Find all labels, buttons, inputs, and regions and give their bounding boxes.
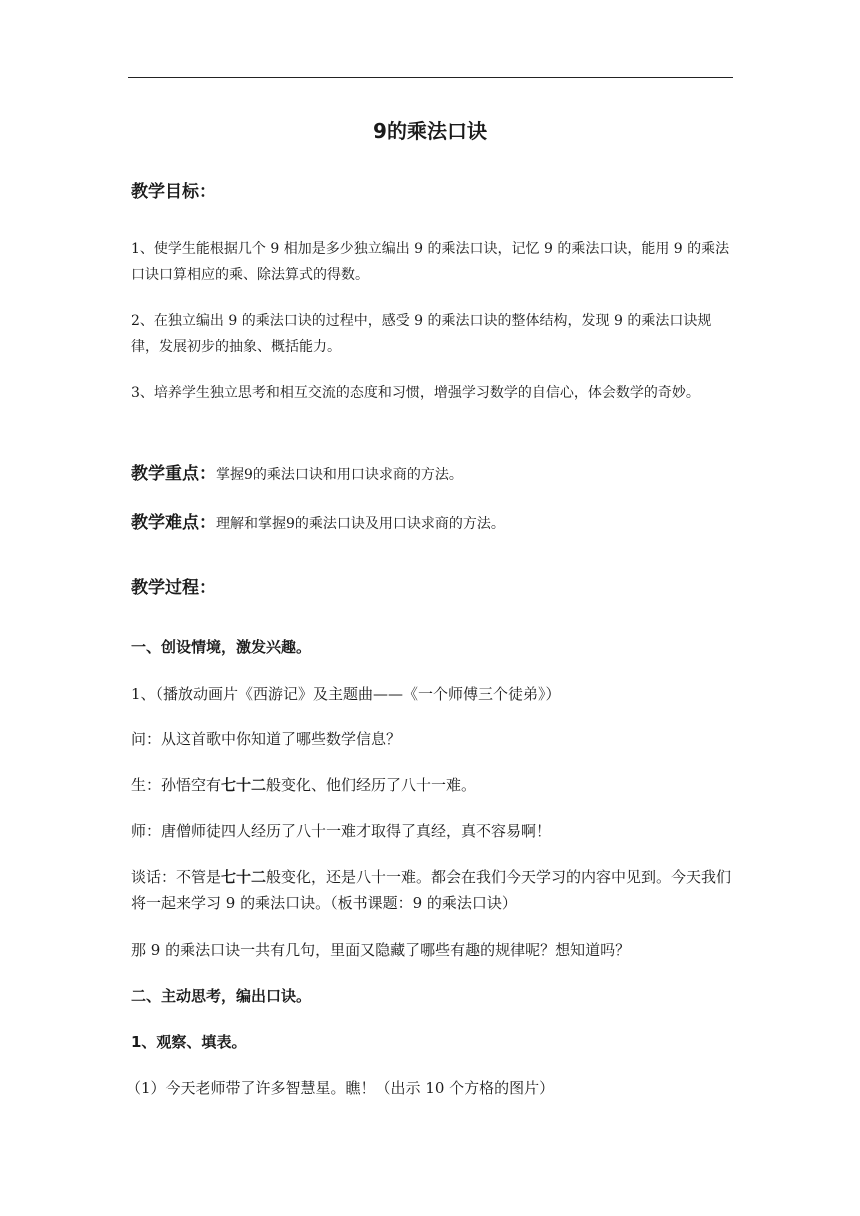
key-point-text: 掌握9的乘法口诀和用口诀求商的方法。 [216,467,463,483]
difficulty-point [131,513,731,534]
difficulty-text: 理解和掌握9的乘法口诀及用口诀求商的方法。 [216,516,505,532]
page-title: 9的乘法口诀 [373,119,487,143]
goal-item-3: 3、培养学生独立思考和相互交流的态度和习惯，增强学习数学的自信心，体会数学的奇妙。 [131,385,700,401]
line-talk-pre: 谈话：不管是 [131,868,222,886]
key-point [131,464,731,485]
header-rule [128,77,733,78]
line-talk [131,864,736,916]
line-talk-post: 般变化，还是八十一难。都会在我们今天学习的内容中见到。今天我们将一起来学习 9 的乘法口诀。（板书课题：9 的乘法口诀） [131,868,732,912]
line-play-video: 1、（播放动画片《西游记》及主题曲——《一个师傅三个徒弟》） [131,685,561,703]
line-student-pre: 生：孙悟空有 [131,776,222,794]
difficulty-label: 教学难点： [131,513,216,533]
process-heading: 教学过程： [131,578,216,598]
subsection-1-line: （1）今天老师带了许多智慧星。瞧！（出示 10 个方格的图片） [126,1079,555,1097]
line-question: 问：从这首歌中你知道了哪些数学信息？ [131,730,402,748]
subsection-1-title: 1、观察、填表。 [131,1033,247,1051]
line-rule-question: 那 9 的乘法口诀一共有几句，里面又隐藏了哪些有趣的规律呢？想知道吗？ [131,941,631,959]
key-point-label: 教学重点： [131,464,216,484]
line-student-bold: 七十二 [221,776,267,794]
goal-item-2: 2、在独立编出 9 的乘法口诀的过程中，感受 9 的乘法口诀的整体结构，发现 9 的乘法口诀规律，发展初步的抽象、概括能力。 [131,313,712,355]
section-1-title: 一、创设情境，激发兴趣。 [131,638,312,656]
line-teacher: 师：唐僧师徒四人经历了八十一难才取得了真经，真不容易啊！ [131,822,552,840]
line-student [131,775,731,795]
line-student-post: 般变化、他们经历了八十一难。 [266,776,477,794]
goals-heading: 教学目标： [131,182,216,202]
section-2-title: 二、主动思考，编出口诀。 [131,987,312,1005]
goal-item-1: 1、使学生能根据几个 9 相加是多少独立编出 9 的乘法口诀，记忆 9 的乘法口诀，能用 9 的乘法口诀口算相应的乘、除法算式的得数。 [131,241,730,283]
line-talk-bold: 七十二 [221,868,267,886]
